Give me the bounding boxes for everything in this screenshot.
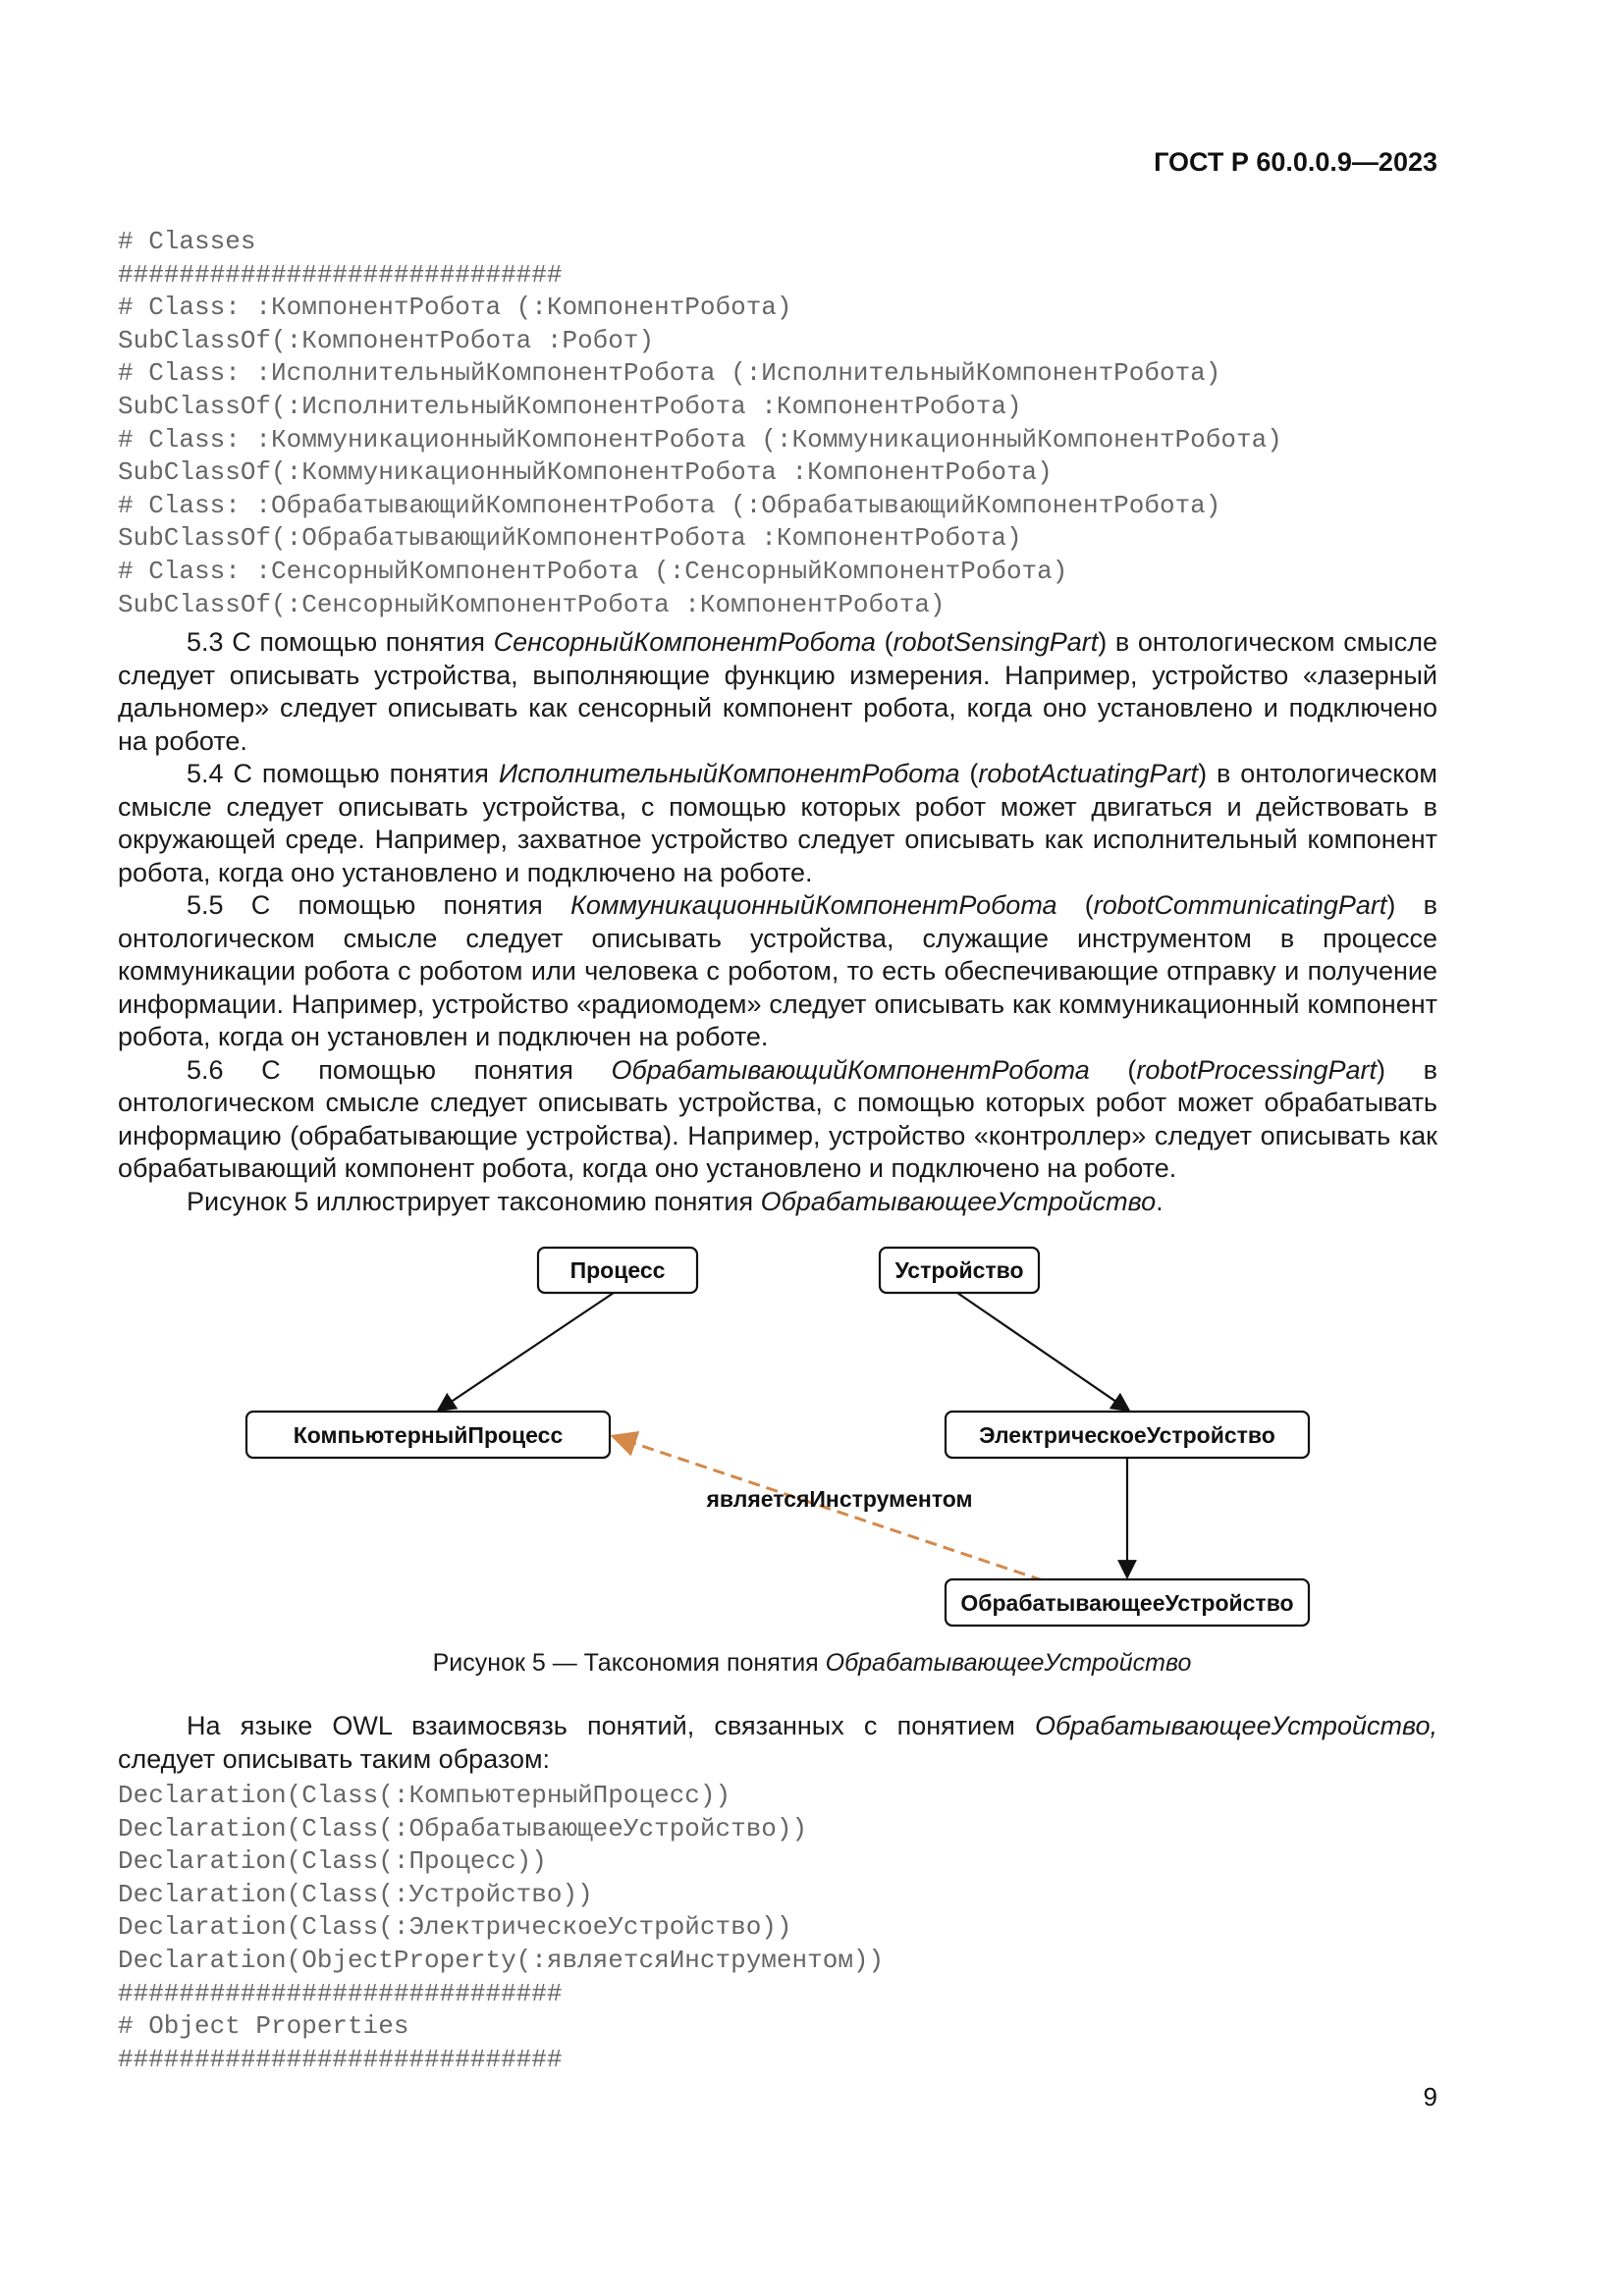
code-line: Declaration(Class(:ЭлектрическоеУстройство)) [118, 1912, 792, 1943]
term: ОбрабатывающееУстройство [760, 1186, 1157, 1216]
code-line: # Class: :КоммуникационныйКомпонентРобота (:КоммуникационныйКомпонентРобота) [118, 424, 1282, 454]
paragraph-5-4: 5.4 С помощью понятия ИсполнительныйКомпонентРобота (robotActuatingPart) в онтологическом смысле следует описывать устройства, с помощью которых робот может двигаться и действовать в окружающей среде. Например, захватное устройство следует описывать как исполнительный компонент робота, когда оно установлено и подключено на роботе. [118, 759, 1437, 887]
code-line: ############################# [118, 1978, 563, 2008]
node-electric-device [946, 1412, 1309, 1458]
node-process [538, 1248, 697, 1293]
code-line: Declaration(Class(:Процесс)) [118, 1846, 547, 1877]
node-computer-process [246, 1412, 610, 1458]
code-line: SubClassOf(:КоммуникационныйКомпонентРобота :КомпонентРобота) [118, 457, 1053, 488]
node-device-label: Устройство [894, 1257, 1024, 1283]
document-header: ГОСТ Р 60.0.0.9—2023 [1154, 147, 1437, 177]
node-process-label: Процесс [569, 1257, 666, 1283]
caption-term: ОбрабатывающееУстройство [825, 1649, 1192, 1677]
code-line: # Class: :КомпонентРобота (:КомпонентРобота) [118, 293, 792, 323]
code-line: SubClassOf(:КомпонентРобота :Робот) [118, 325, 655, 355]
figure-reference: Рисунок 5 иллюстрирует таксономию понятия ОбрабатывающееУстройство. [187, 1186, 1164, 1216]
term-en: robotProcessingPart [1136, 1054, 1378, 1085]
node-electric-device-label: ЭлектрическоеУстройство [979, 1422, 1275, 1448]
paragraph-5-5: 5.5 С помощью понятия КоммуникационныйКомпонентРобота (robotCommunicatingPart) в онтологическом смысле следует описывать устройства, служащие инструментом в процессе коммуникации робота с роботом или человека с роботом, то есть обеспечивающие отправку и получение информации. Например, устройство «радиомодем» следует описывать как коммуникационный компонент робота, когда он установлен и подключен на роботе. [118, 890, 1438, 1051]
term-en: robotSensingPart [893, 627, 1099, 657]
owl-intro-paragraph: На языке OWL взаимосвязь понятий, связанных с понятием ОбрабатывающееУстройство, следует описывать таким образом: [118, 1711, 1437, 1774]
term: КоммуникационныйКомпонентРобота [570, 890, 1057, 920]
code-line: ############################# [118, 2044, 563, 2074]
edge-label: являетсяИнструментом [706, 1486, 973, 1512]
code-line: ############################# [118, 259, 563, 290]
edge-device-to-electric-device [957, 1293, 1129, 1411]
page-number: 9 [1423, 2082, 1437, 2111]
node-computer-process-label: КомпьютерныйПроцесс [293, 1422, 564, 1448]
term-en: robotActuatingPart [978, 759, 1199, 788]
paragraph-5-3: 5.3 С помощью понятия СенсорныйКомпонентРобота (robotSensingPart) в онтологическом смысле следует описывать устройства, выполняющие функцию измерения. Например, устройство «лазерный дальномер» следует описывать как сенсорный компонент робота, когда оно установлено и подключено на роботе. [118, 627, 1437, 756]
classes-code-block [118, 226, 1492, 621]
code-line: # Class: :СенсорныйКомпонентРобота (:СенсорныйКомпонентРобота) [118, 556, 1068, 586]
code-line: # Class: :ИсполнительныйКомпонентРобота (:ИсполнительныйКомпонентРобота) [118, 358, 1221, 389]
term: ОбрабатывающийКомпонентРобота [611, 1054, 1090, 1085]
taxonomy-diagram [0, 1222, 1624, 1654]
term: ИсполнительныйКомпонентРобота [498, 759, 960, 788]
code-line: SubClassOf(:СенсорныйКомпонентРобота :КомпонентРобота) [118, 589, 946, 619]
code-line: Declaration(Class(:КомпьютерныйПроцесс)) [118, 1781, 731, 1810]
paragraph-5-6: 5.6 С помощью понятия ОбрабатывающийКомпонентРобота (robotProcessingPart) в онтологическом смысле следует описывать устройства, с помощью которых робот может обрабатывать информацию (обрабатывающие устройства). Например, устройство «контроллер» следует описывать как обрабатывающий компонент робота, когда оно установлено и подключено на роботе. [118, 1054, 1438, 1183]
code-line: # Class: :ОбрабатывающийКомпонентРобота (:ОбрабатывающийКомпонентРобота) [118, 490, 1221, 520]
declarations-code-block [118, 1780, 1492, 2076]
code-line: Declaration(Class(:Устройство)) [118, 1879, 593, 1909]
node-processing-device [946, 1579, 1309, 1626]
code-line: Declaration(Class(:ОбрабатывающееУстройство)) [118, 1813, 808, 1843]
code-line: # Object Properties [118, 2011, 409, 2042]
node-device [880, 1248, 1039, 1293]
code-line: Declaration(ObjectProperty(:являетсяИнструментом)) [118, 1945, 885, 1975]
term-en: robotCommunicatingPart [1093, 890, 1387, 920]
owl-intro [118, 1710, 1437, 1776]
node-processing-device-label: ОбрабатывающееУстройство [960, 1590, 1294, 1616]
code-line: # Classes [118, 227, 256, 256]
figure-caption: Рисунок 5 — Таксономия понятия ОбрабатывающееУстройство [432, 1649, 1192, 1677]
term: ОбрабатывающееУстройство, [1034, 1711, 1437, 1740]
code-line: SubClassOf(:ОбрабатывающийКомпонентРобота :КомпонентРобота) [118, 523, 1022, 554]
edge-process-to-computer-process [438, 1293, 614, 1411]
code-line: SubClassOf(:ИсполнительныйКомпонентРобота :КомпонентРобота) [118, 391, 1022, 421]
body-text [118, 626, 1437, 1218]
term: СенсорныйКомпонентРобота [493, 627, 876, 657]
